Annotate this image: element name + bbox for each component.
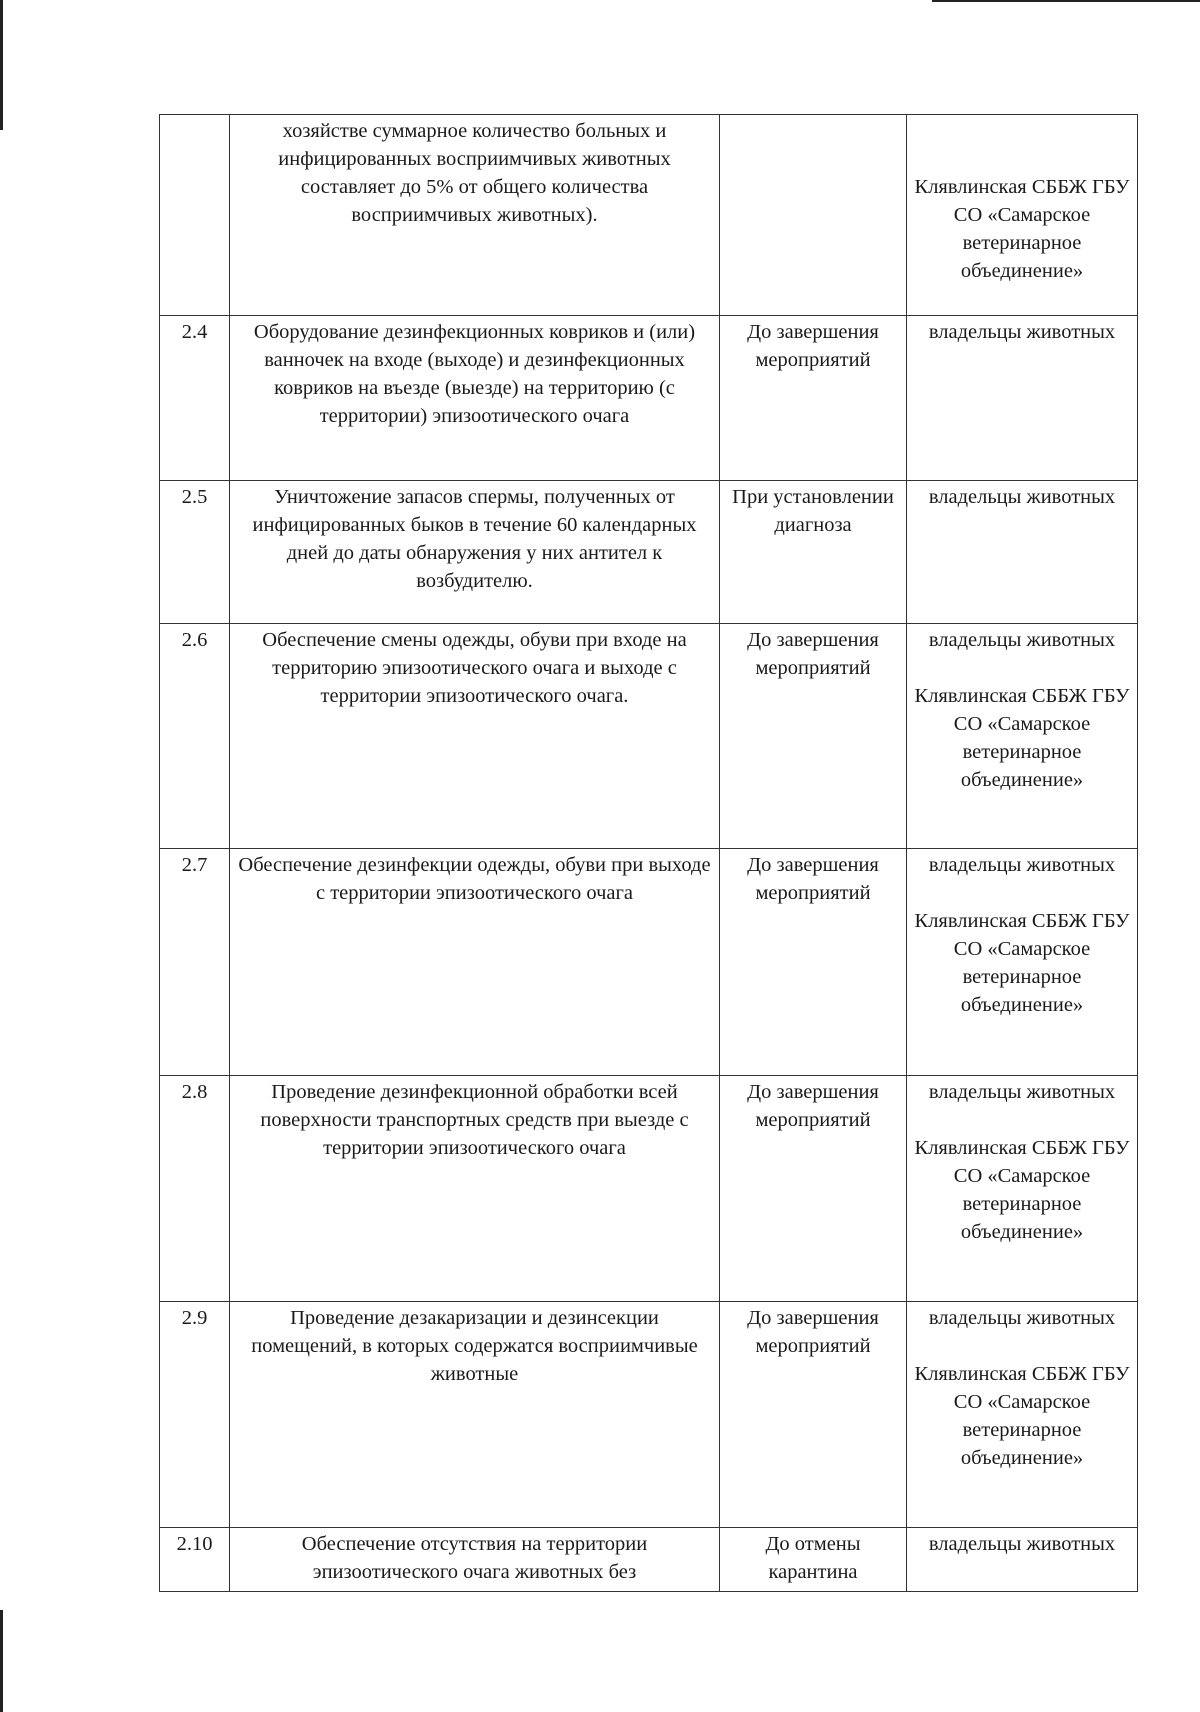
row-number: 2.10	[160, 1528, 230, 1592]
activity-cell: Обеспечение отсутствия на территории эпизоотического очага животных без	[230, 1528, 720, 1592]
responsible-org: Клявлинская СББЖ ГБУ СО «Самарское ветеринарное объединение»	[914, 1137, 1130, 1243]
activity-cell: Обеспечение смены одежды, обуви при входе на территорию эпизоотического очага и выходе с территории эпизоотического очага.	[230, 624, 720, 849]
table-row	[160, 316, 1138, 481]
term-cell: До завершения мероприятий	[720, 1302, 907, 1528]
responsible-owner: владельцы животных	[928, 486, 1116, 508]
responsible-owner: владельцы животных	[928, 854, 1116, 876]
responsible-cell	[907, 1528, 1138, 1592]
row-number: 2.5	[160, 481, 230, 624]
responsible-org: Клявлинская СББЖ ГБУ СО «Самарское ветеринарное объединение»	[914, 1363, 1130, 1469]
responsible-cell	[907, 624, 1138, 849]
term-cell	[720, 115, 907, 316]
activity-cell: Проведение дезакаризации и дезинсекции помещений, в которых содержатся восприимчивые животные	[230, 1302, 720, 1528]
responsible-owner: владельцы животных	[928, 1081, 1116, 1103]
responsible-org: Клявлинская СББЖ ГБУ СО «Самарское ветеринарное объединение»	[914, 176, 1130, 282]
responsible-owner: владельцы животных	[928, 629, 1116, 651]
scan-edge-mark-left	[0, 0, 3, 130]
activity-cell: хозяйстве суммарное количество больных и инфицированных восприимчивых животных составляет до 5% от общего количества восприимчивых животных).	[230, 115, 720, 316]
responsible-cell	[907, 115, 1138, 316]
term-cell: До завершения мероприятий	[720, 624, 907, 849]
table-row	[160, 1528, 1138, 1592]
row-number	[160, 115, 230, 316]
term-cell: До отмены карантина	[720, 1528, 907, 1592]
responsible-org: Клявлинская СББЖ ГБУ СО «Самарское ветеринарное объединение»	[914, 685, 1130, 791]
row-number: 2.8	[160, 1076, 230, 1302]
table-row	[160, 115, 1138, 316]
table-row	[160, 1076, 1138, 1302]
table-row	[160, 849, 1138, 1076]
table-row	[160, 1302, 1138, 1528]
activity-cell: Проведение дезинфекционной обработки всей поверхности транспортных средств при выезде с территории эпизоотического очага	[230, 1076, 720, 1302]
row-number: 2.9	[160, 1302, 230, 1528]
responsible-owner: владельцы животных	[928, 1533, 1116, 1555]
scan-edge-mark-top	[932, 0, 1200, 2]
term-cell: До завершения мероприятий	[720, 1076, 907, 1302]
scan-edge-mark-left-bottom	[0, 1610, 3, 1712]
term-cell: До завершения мероприятий	[720, 849, 907, 1076]
responsible-cell	[907, 1302, 1138, 1528]
table-row	[160, 624, 1138, 849]
responsible-cell	[907, 849, 1138, 1076]
table-row	[160, 481, 1138, 624]
responsible-cell	[907, 1076, 1138, 1302]
measures-table	[159, 114, 1138, 1592]
row-number: 2.6	[160, 624, 230, 849]
row-number: 2.7	[160, 849, 230, 1076]
activity-cell: Оборудование дезинфекционных ковриков и (или) ванночек на входе (выходе) и дезинфекционных ковриков на въезде (выезде) на территорию (с территории) эпизоотического очага	[230, 316, 720, 481]
activity-cell: Обеспечение дезинфекции одежды, обуви при выходе с территории эпизоотического очага	[230, 849, 720, 1076]
term-cell: До завершения мероприятий	[720, 316, 907, 481]
term-cell: При установлении диагноза	[720, 481, 907, 624]
row-number: 2.4	[160, 316, 230, 481]
responsible-owner: владельцы животных	[928, 1307, 1116, 1329]
responsible-cell	[907, 481, 1138, 624]
responsible-org: Клявлинская СББЖ ГБУ СО «Самарское ветеринарное объединение»	[914, 910, 1130, 1016]
activity-cell: Уничтожение запасов спермы, полученных от инфицированных быков в течение 60 календарных дней до даты обнаружения у них антител к возбудителю.	[230, 481, 720, 624]
responsible-cell	[907, 316, 1138, 481]
responsible-owner: владельцы животных	[928, 321, 1116, 343]
